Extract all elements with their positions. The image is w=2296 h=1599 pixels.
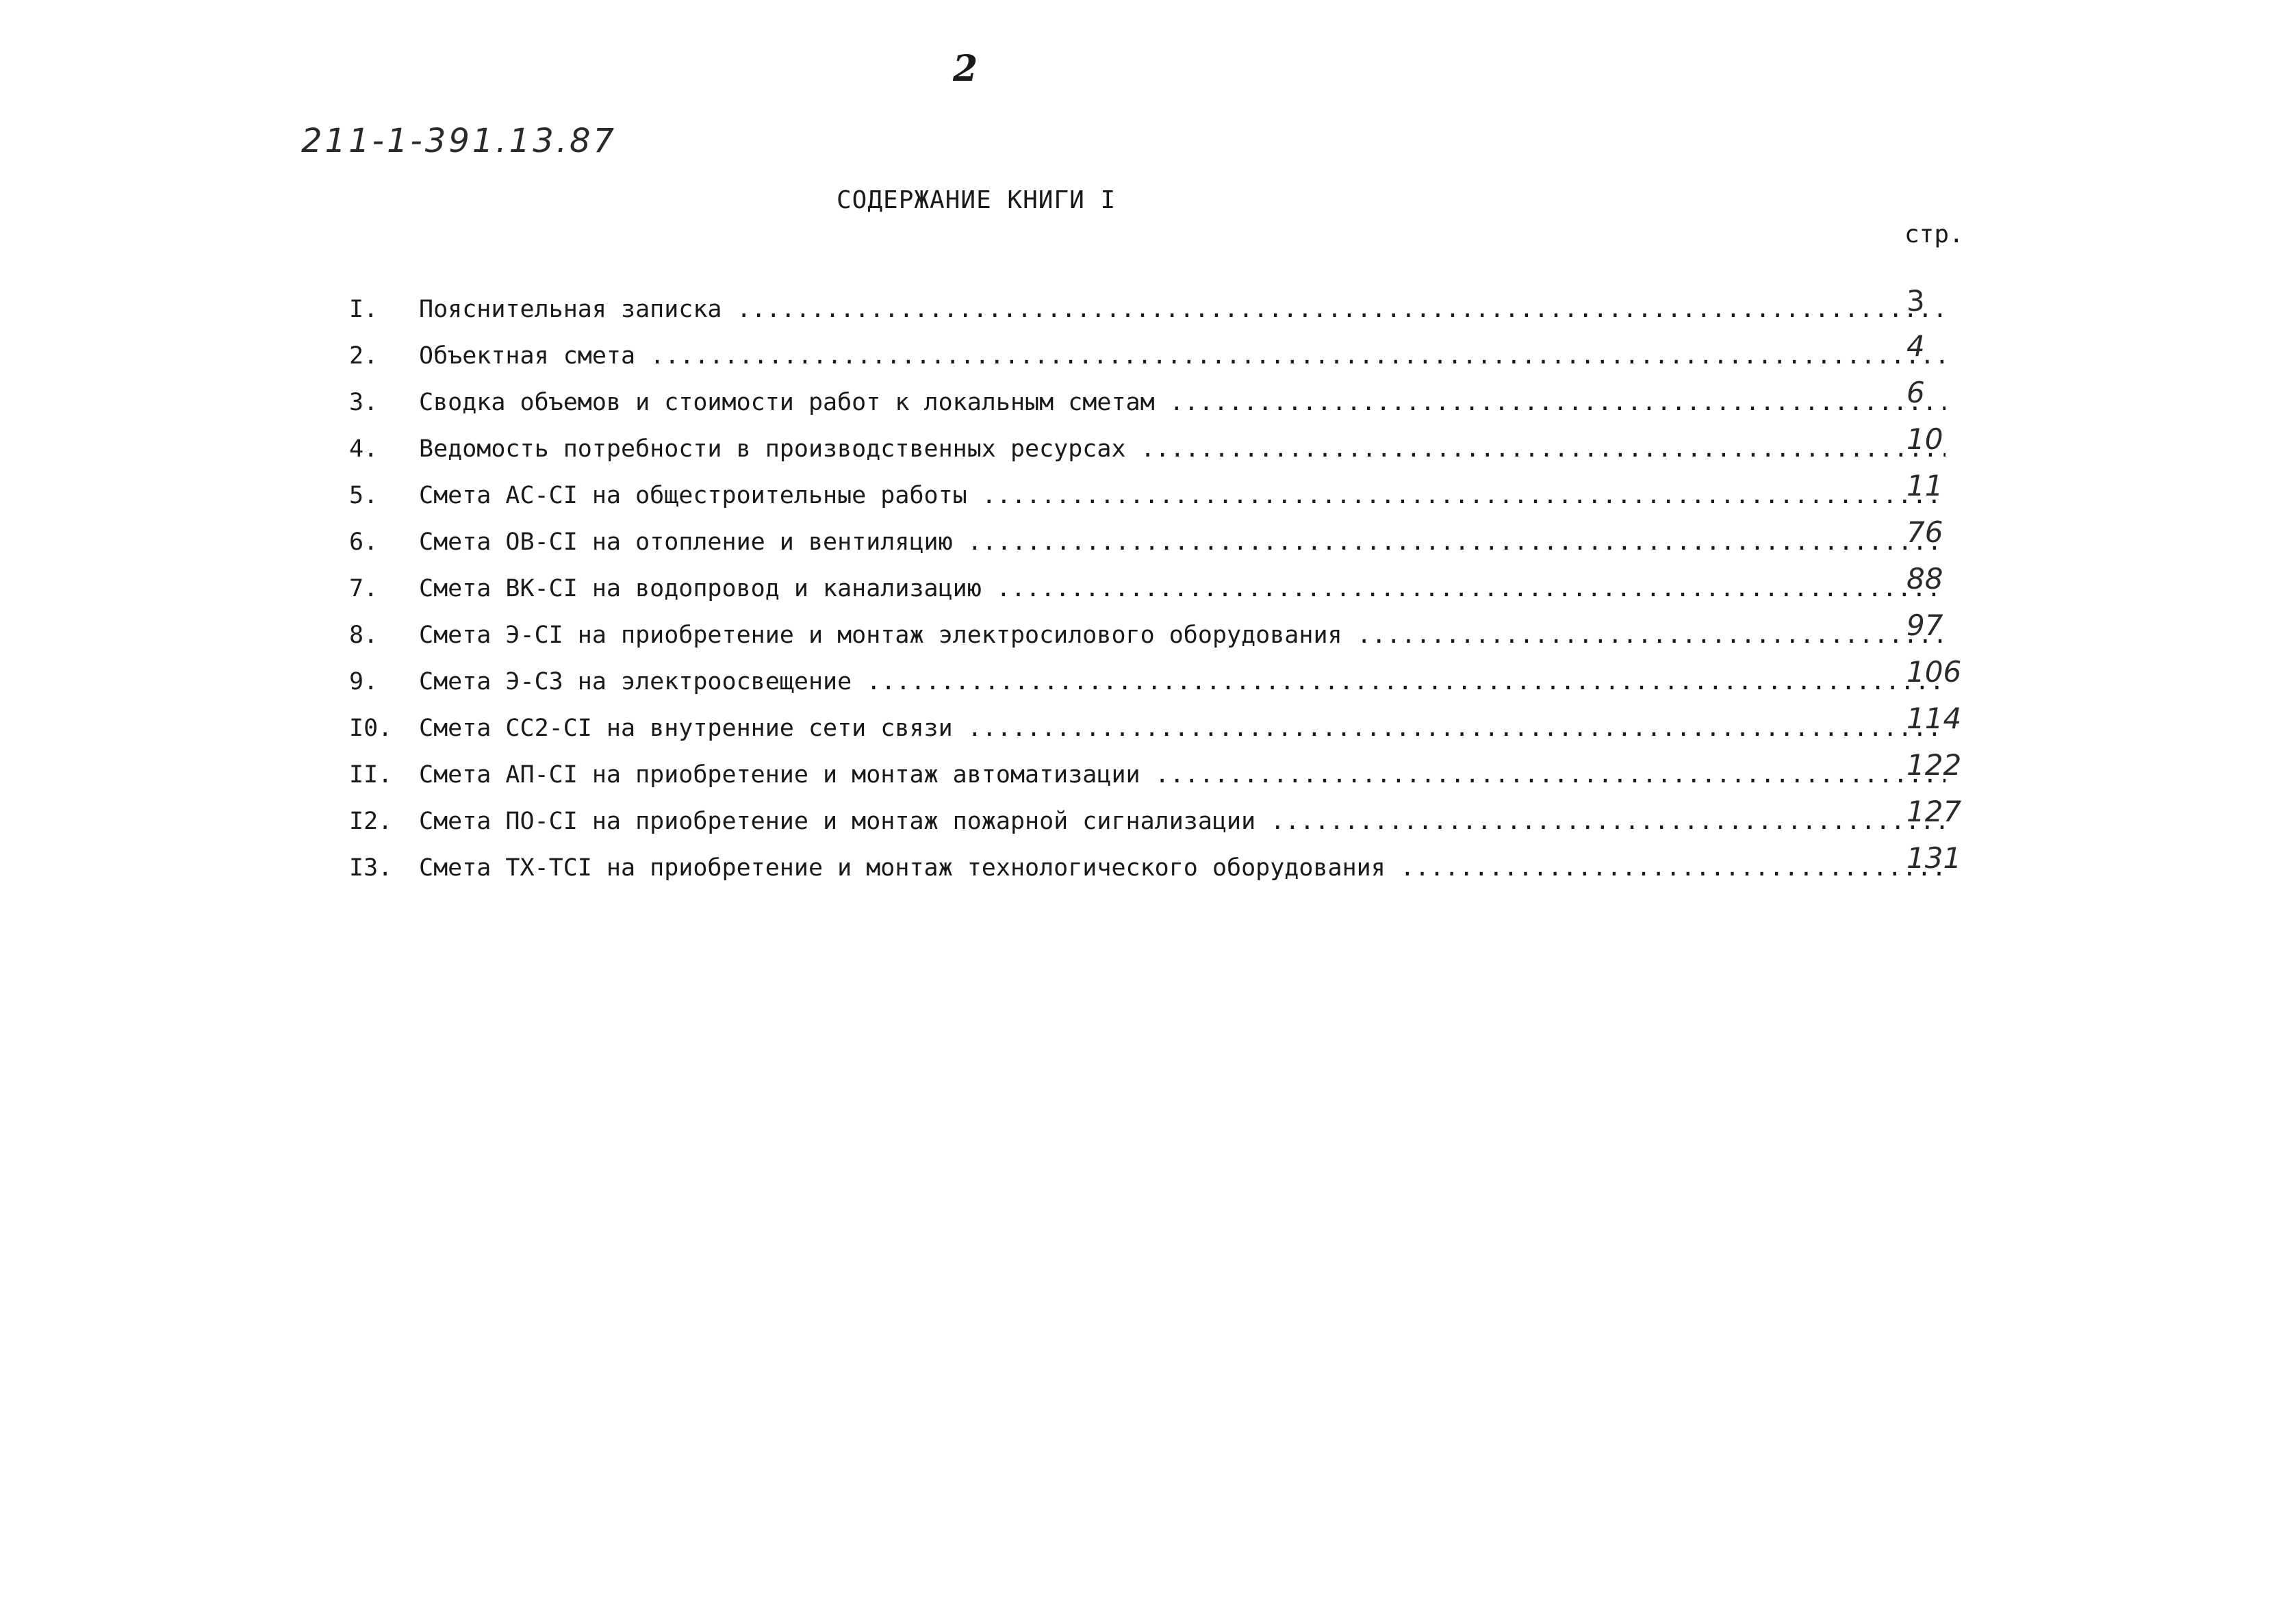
document-code: 211-1-391.13.87	[301, 122, 617, 160]
toc-item-title: Смета ТХ-ТСI на приобретение и монтаж технологического оборудования .....	[419, 854, 1946, 882]
toc-item-title: Смета Э-СI на приобретение и монтаж электросилового оборудования .....	[419, 622, 1946, 649]
toc-item-title: Объектная смета .....	[419, 342, 1946, 370]
toc-item	[349, 416, 2006, 463]
toc-item	[349, 742, 2006, 789]
toc-item-number: I2.	[349, 808, 393, 835]
toc-item-page: 122	[1906, 748, 1962, 782]
page-title: СОДЕРЖАНИЕ КНИГИ I	[837, 186, 1117, 214]
toc-item-number: 3.	[349, 389, 379, 416]
toc-item	[349, 370, 2006, 416]
toc-item-page: 114	[1906, 702, 1962, 735]
toc-item-page: 97	[1906, 609, 1943, 642]
toc-item-number: 7.	[349, 575, 379, 602]
toc-item-title: Смета Э-С3 на электроосвещение .....	[419, 668, 1946, 695]
toc-item-page: 76	[1906, 515, 1943, 549]
toc-item-page: 106	[1906, 655, 1962, 689]
toc-item-page: 88	[1906, 562, 1943, 596]
toc-item-number: 9.	[349, 668, 379, 695]
toc-item-page: 11	[1906, 469, 1943, 502]
toc-item	[349, 649, 2006, 695]
toc-item-title: Смета СС2-СI на внутренние сети связи .....	[419, 715, 1946, 742]
toc-item-number: I.	[349, 296, 379, 323]
toc-item-title: Смета АП-СI на приобретение и монтаж автоматизации .....	[419, 761, 1946, 789]
toc-item-number: 6.	[349, 528, 379, 556]
toc-item-number: I3.	[349, 854, 393, 882]
toc-item-title: Смета ВК-СI на водопровод и канализацию .....	[419, 575, 1946, 602]
toc-item-title: Смета ПО-СI на приобретение и монтаж пожарной сигнализации .....	[419, 808, 1946, 835]
toc-item	[349, 284, 2006, 323]
toc-item	[349, 835, 2006, 882]
toc-item-number: 4.	[349, 435, 379, 463]
toc-item	[349, 695, 2006, 742]
toc-item-page: 10	[1906, 422, 1943, 456]
toc-item-title: Сводка объемов и стоимости работ к локальным сметам .....	[419, 389, 1946, 416]
toc-item-page: 131	[1906, 841, 1962, 875]
toc-item-title: Смета АС-СI на общестроительные работы .....	[419, 482, 1946, 509]
toc-item-number: 5.	[349, 482, 379, 509]
toc-item-page: 127	[1906, 795, 1962, 828]
toc-item-title: Смета ОВ-СI на отопление и вентиляцию .....	[419, 528, 1946, 556]
table-of-contents	[349, 284, 2006, 882]
toc-item	[349, 509, 2006, 556]
toc-item	[349, 556, 2006, 602]
toc-item	[349, 323, 2006, 370]
toc-item-title: Ведомость потребности в производственных ресурсах .....	[419, 435, 1946, 463]
page-column-header: стр.	[1904, 220, 1964, 248]
toc-item-page: 6	[1906, 376, 1925, 409]
toc-item-title: Пояснительная записка .....	[419, 296, 1946, 323]
toc-item-number: I0.	[349, 715, 393, 742]
toc-item-number: 8.	[349, 622, 379, 649]
toc-item	[349, 463, 2006, 509]
toc-item	[349, 789, 2006, 835]
toc-item	[349, 602, 2006, 649]
toc-item-page: 4	[1906, 329, 1925, 363]
toc-item-number: 2.	[349, 342, 379, 370]
toc-item-number: II.	[349, 761, 393, 789]
page-number: 2	[953, 48, 978, 90]
toc-item-page: 3	[1906, 284, 1925, 318]
